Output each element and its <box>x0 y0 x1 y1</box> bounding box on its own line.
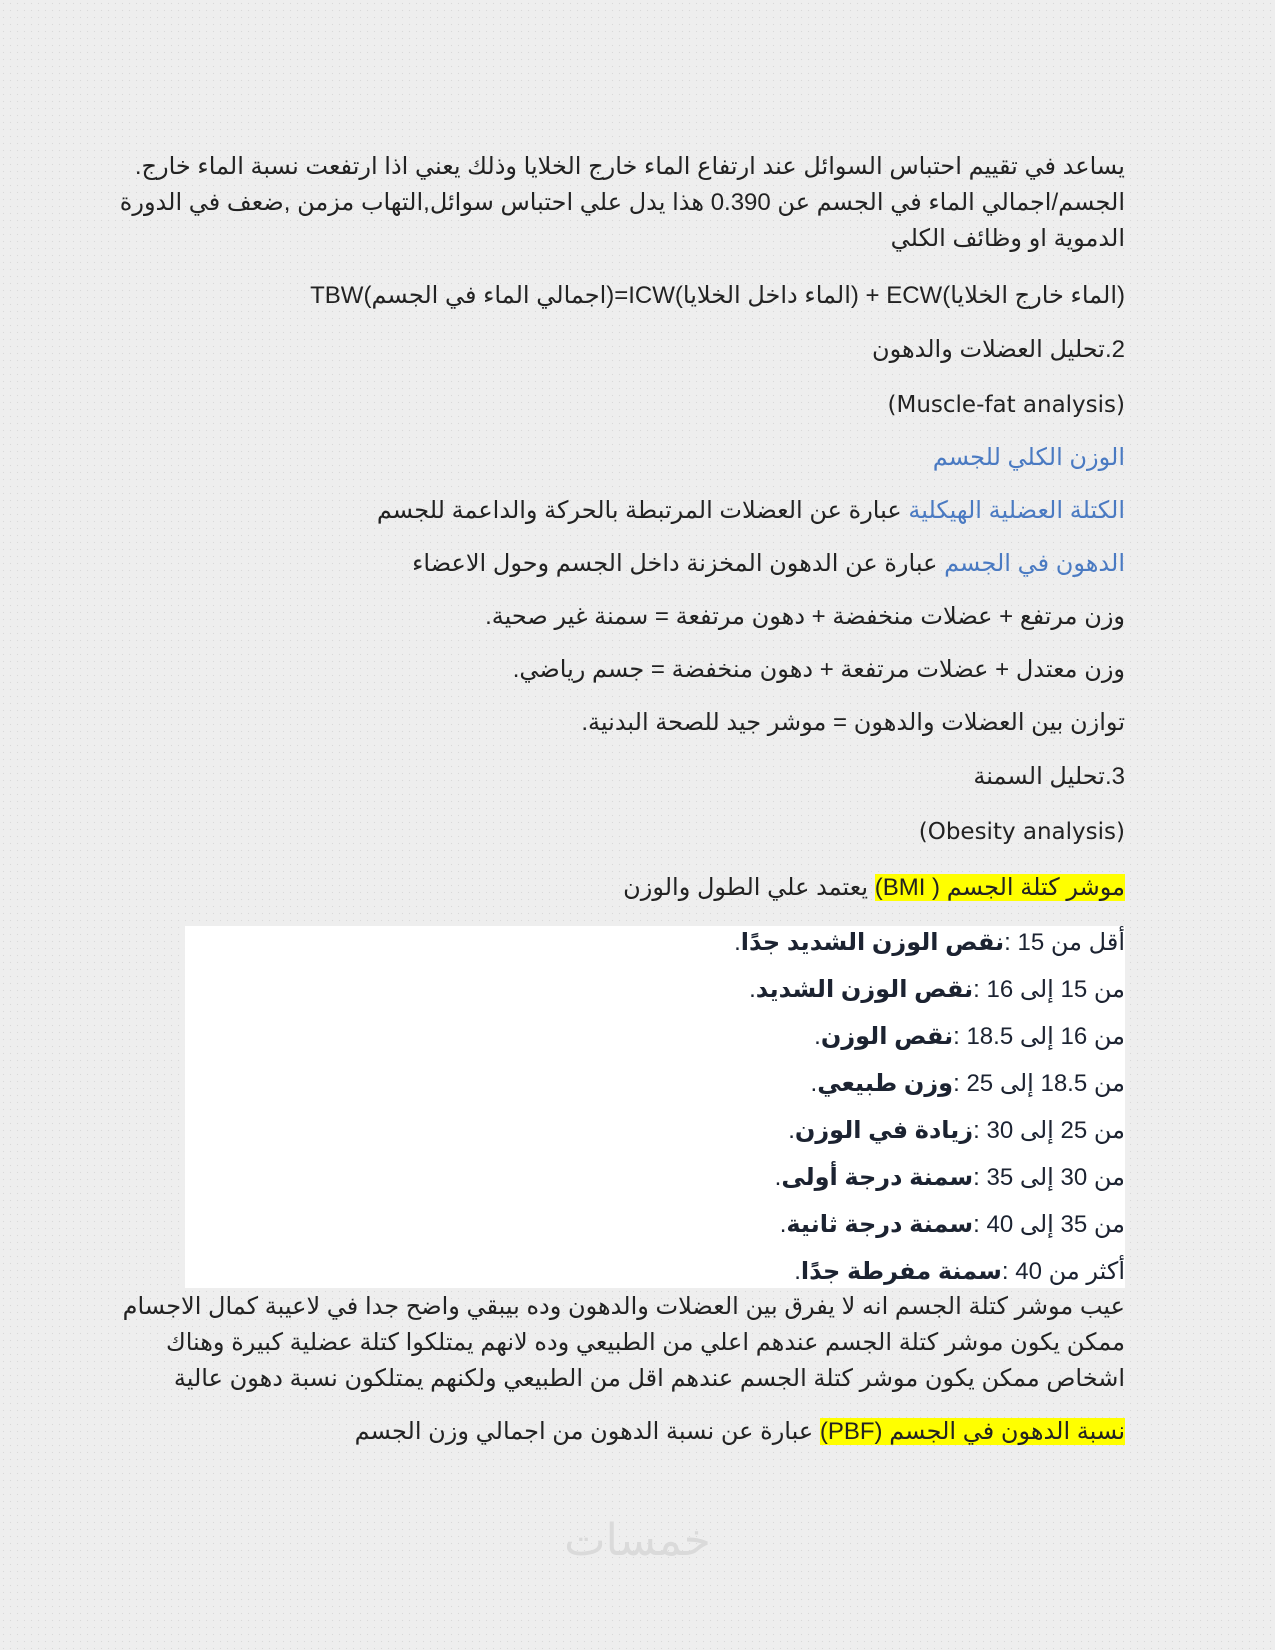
pbf-desc: عبارة عن نسبة الدهون من اجمالي وزن الجسم <box>354 1418 820 1445</box>
tbw-formula: (الماء خارج الخلايا)ECW + (الماء داخل الخلايا)ICW=(اجمالي الماء في الجسم)TBW <box>310 282 1125 309</box>
bmi-term: موشر كتلة الجسم ( BMI) <box>874 874 1125 901</box>
bmi-range-label: نقص الوزن الشديد جدًا <box>740 929 1005 956</box>
muscle-desc: عبارة عن العضلات المرتبطة بالحركة والداعمة للجسم <box>376 497 909 524</box>
bmi-range-row: من 16 إلى 18.5 :نقص الوزن. <box>814 1023 1125 1050</box>
section-3-title: 3.تحليل السمنة <box>973 763 1125 790</box>
fat-definition <box>412 547 1125 581</box>
case-line-1: وزن مرتفع + عضلات منخفضة + دهون مرتفعة = سمنة غير صحية. <box>485 603 1125 630</box>
bmi-desc: يعتمد علي الطول والوزن <box>623 874 875 901</box>
fat-term: الدهون في الجسم <box>944 550 1125 577</box>
pbf-term: نسبة الدهون في الجسم (PBF) <box>819 1418 1125 1445</box>
bmi-note-line-3: اشخاص ممكن يكون موشر كتلة الجسم عندهم اقل من الطبيعي ولكنهم يمتلكون نسبة دهون عالية <box>173 1365 1125 1392</box>
bmi-range-label: سمنة مفرطة جدًا <box>800 1258 1002 1285</box>
bmi-note-line-1: عيب موشر كتلة الجسم انه لا يفرق بين العضلات والدهون وده بيبقي واضح جدا في لاعيبة كمال الاجسام <box>122 1293 1125 1320</box>
total-weight-term: الوزن الكلي للجسم <box>932 444 1125 471</box>
bmi-range-value: أقل من 15 : <box>1004 929 1125 956</box>
pbf-definition <box>355 1415 1125 1449</box>
bmi-range-row: من 18.5 إلى 25 :وزن طبيعي. <box>810 1070 1125 1097</box>
bmi-range-row: أكثر من 40 :سمنة مفرطة جدًا. <box>794 1258 1125 1285</box>
bmi-range-row: أقل من 15 :نقص الوزن الشديد جدًا. <box>734 929 1125 956</box>
bmi-range-label: نقص الوزن الشديد <box>755 976 974 1003</box>
bmi-range-row: من 30 إلى 35 :سمنة درجة أولى. <box>774 1164 1125 1191</box>
bmi-range-value: من 15 إلى 16 : <box>973 976 1125 1003</box>
bmi-range-value: من 35 إلى 40 : <box>973 1211 1125 1238</box>
bmi-range-row: من 35 إلى 40 :سمنة درجة ثانية. <box>779 1211 1125 1238</box>
bmi-note-line-2: ممكن يكون موشر كتلة الجسم عندهم اعلي من الطبيعي وده لانهم يمتلكوا كتلة عضلية كبيرة وهناك <box>165 1329 1125 1356</box>
bmi-range-label: سمنة درجة ثانية <box>786 1211 974 1238</box>
bmi-range-label: نقص الوزن <box>820 1023 954 1050</box>
bmi-range-row: من 25 إلى 30 :زيادة في الوزن. <box>788 1117 1125 1144</box>
section-2-title: 2.تحليل العضلات والدهون <box>871 336 1125 363</box>
muscle-definition <box>377 494 1125 528</box>
muscle-term: الكتلة العضلية الهيكلية <box>908 497 1125 524</box>
fat-desc: عبارة عن الدهون المخزنة داخل الجسم وحول الاعضاء <box>412 550 945 577</box>
intro-line-1: يساعد في تقييم احتباس السوائل عند ارتفاع الماء خارج الخلايا وذلك يعني اذا ارتفعت نسبة الماء خارج. <box>134 153 1125 180</box>
bmi-range-value: من 30 إلى 35 : <box>973 1164 1125 1191</box>
intro-line-2: الجسم/اجمالي الماء في الجسم عن 0.390 هذا يدل علي احتباس سوائل,التهاب مزمن ,ضعف في الدورة <box>119 189 1125 216</box>
bmi-range-value: أكثر من 40 : <box>1001 1258 1125 1285</box>
bmi-range-value: من 25 إلى 30 : <box>973 1117 1125 1144</box>
section-3-subtitle: (Obesity analysis) <box>918 819 1125 845</box>
bmi-range-label: زيادة في الوزن <box>794 1117 974 1144</box>
bmi-range-value: من 16 إلى 18.5 : <box>953 1023 1125 1050</box>
bmi-range-label: سمنة درجة أولى <box>781 1164 974 1191</box>
bmi-range-value: من 18.5 إلى 25 : <box>953 1070 1125 1097</box>
bmi-range-row: من 15 إلى 16 :نقص الوزن الشديد. <box>749 976 1125 1003</box>
watermark-logo: خمسات <box>564 1515 711 1566</box>
case-line-3: توازن بين العضلات والدهون = موشر جيد للصحة البدنية. <box>581 709 1125 736</box>
section-2-subtitle: (Muscle-fat analysis) <box>887 392 1125 418</box>
bmi-range-label: وزن طبيعي <box>817 1070 954 1097</box>
bmi-definition <box>623 871 1125 905</box>
intro-line-3: الدموية او وظائف الكلي <box>890 225 1125 252</box>
case-line-2: وزن معتدل + عضلات مرتفعة + دهون منخفضة = جسم رياضي. <box>512 656 1125 683</box>
